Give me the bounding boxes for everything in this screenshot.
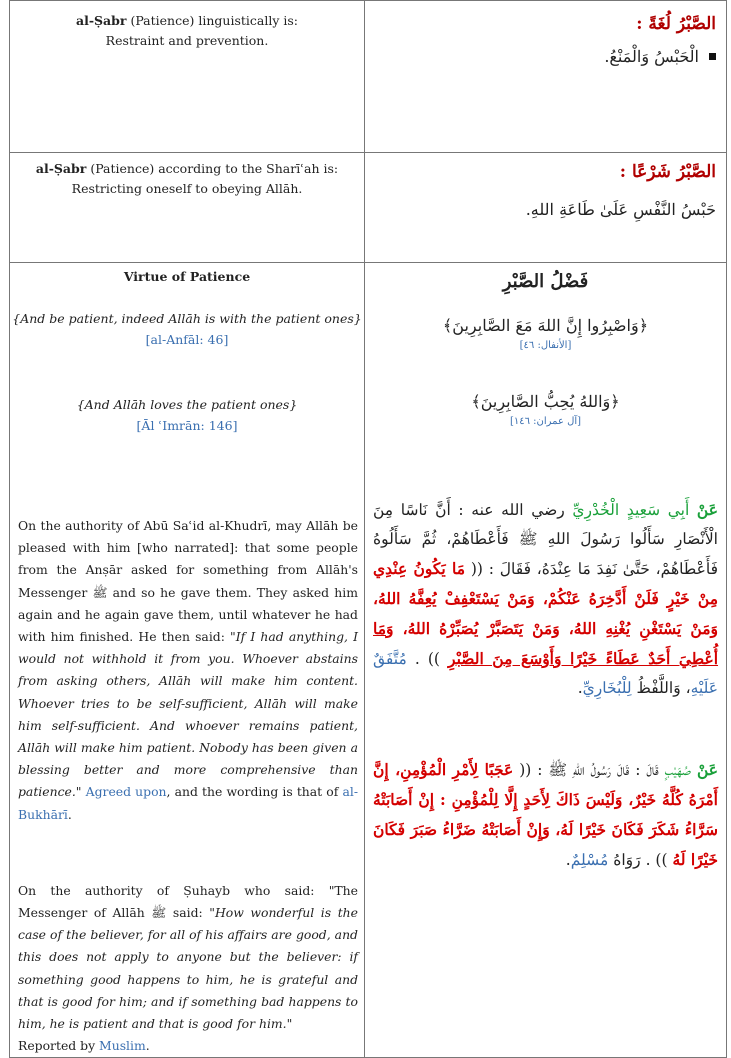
- def-intro-sharia: (Patience) according to the Sharīʿah is:: [86, 161, 339, 176]
- hadith-1-ar-intro: رضي الله عنه : أَنَّ نَاسًا مِنَ الْأَنْصَارِ سَأَلُوا رَسُولَ اللهِ ﷺ فَأَعْطَاهُمْ، ثُمَّ سَأَلُوهُ فَأَعْطَاهُمْ، حَتَّىٰ نَفِدَ مَا عِنْدَهُ، فَقَالَ : ((: [373, 501, 718, 578]
- hadith-1-ar-patience: وَمَا أُعْطِيَ أَحَدٌ عَطَاءً خَيْرًا وَأَوْسَعَ مِنَ الصَّبْرِ: [373, 619, 719, 668]
- ar-section-title: فَضْلُ الصَّبْرِ: [502, 271, 589, 292]
- verse-2-ref-en: [Āl ʿImrān: 146]: [136, 418, 238, 433]
- hadith-1-period: .: [67, 806, 72, 822]
- en-cell-virtue: [10, 263, 365, 1058]
- ar-title-linguistic: الصَّبْرُ لُغَةً :: [636, 14, 716, 34]
- ar-bullet-item: [365, 39, 726, 66]
- hadith-1-close: ": [75, 784, 86, 800]
- ar-def-text: الْحَبْسُ وَالْمَنْعُ.: [604, 47, 699, 66]
- row-linguistic: [10, 1, 727, 153]
- def-intro: (Patience) linguistically is:: [126, 13, 298, 28]
- section-heading: Virtue of Patience: [123, 269, 251, 284]
- bukhari-link: al-Bukhārī: [18, 784, 359, 822]
- wording-ar: ، وَاللَّفْظُ: [631, 679, 691, 697]
- hadith-2-ar-quote: عَجَبًا لِأَمْرِ الْمُؤْمِنِ، إِنَّ أَمْرَهُ كُلَّهُ خَيْرٌ، وَلَيْسَ ذَاكَ لِأَحَدٍ إِلَّا لِلْمُؤْمِنِ : إِنْ أَصَابَتْهُ سَرَّاءُ شَكَرَ فَكَانَ خَيْرًا لَهُ، وَإِنْ أَصَابَتْهُ ضَرَّاءُ صَبَرَ فَكَانَ خَيْرًا لَهُ: [373, 760, 718, 869]
- ar-cell-virtue: [365, 263, 727, 1058]
- hadith-2-close: ": [286, 1016, 293, 1032]
- square-bullet-icon: [709, 53, 716, 60]
- en-cell-sharia: [10, 153, 365, 263]
- en-cell-linguistic: [10, 1, 365, 153]
- def-text: Restraint and prevention.: [105, 33, 269, 48]
- muslim-link: Muslim: [99, 1038, 146, 1054]
- an-word-1: عَنْ: [696, 500, 718, 519]
- row-virtue: [10, 263, 727, 1058]
- term-sabr: al-Ṣabr: [75, 13, 127, 28]
- hadith-2-ar-period: .: [565, 851, 571, 869]
- bilingual-table: [9, 0, 727, 1058]
- verse-2-ref-ar: [آل عمران: ١٤٦]: [509, 416, 582, 427]
- hadith-1-wording: , and the wording is that of: [166, 784, 343, 800]
- verse-2-ar: ﴿وَاللهُ يُحِبُّ الصَّابِرِينَ﴾: [471, 392, 620, 411]
- verse-1-ref-ar: [الأنفال: ٤٦]: [519, 340, 572, 351]
- def-text-sharia: Restricting oneself to obeying Allāh.: [71, 181, 303, 196]
- hadith-1-en: [10, 515, 364, 826]
- verse-2-en: {And Allāh loves the patient ones}: [76, 397, 298, 412]
- hadith-1-intro: On the authority of Abū Saʿid al-Khudrī, may Allāh be pleased with him [who narrated]: that some people from the Anṣār asked for something from Allāh's Messenger ﷺ and so he gave them. They asked him again and he again gave them, until whatever he had with him finished. He then said: ": [18, 518, 358, 645]
- hadith-2-intro: On the authority of Ṣuhayb who said: "The Messenger of Allāh ﷺ said: ": [18, 882, 358, 921]
- narrator-2-ar: صُهَيْبٍ: [664, 761, 692, 779]
- muslim-ar: مُسْلِمٌ: [570, 851, 609, 869]
- hadith-2-quote: How wonderful is the case of the believer, for all of his affairs are good, and this does not apply to anyone but the believer: if something good happens to him, he is grateful and that is good for him; and if something bad happens to him, he is patient and that is good for him.: [18, 905, 358, 1032]
- ar-cell-sharia: [365, 153, 727, 263]
- hadith-2-ar-intro: قَالَ : قَالَ رَسُولُ اللهِ ﷺ : ((: [513, 761, 665, 779]
- agreed-upon-link: Agreed upon: [85, 784, 167, 800]
- ar-cell-linguistic: [365, 1, 727, 153]
- verse-1-ar: ﴿وَاصْبِرُوا إِنَّ اللهَ مَعَ الصَّابِرِينَ﴾: [442, 316, 649, 335]
- agreed-upon-ar: مُتَّفَقٌ عَلَيْهِ: [373, 650, 718, 697]
- hadith-2-ar: [365, 755, 726, 875]
- verse-1-en: {And be patient, indeed Allāh is with the patient ones}: [12, 311, 362, 326]
- row-sharia: [10, 153, 727, 263]
- hadith-1-ar-close: )) .: [406, 650, 449, 668]
- reported-by: Reported by: [18, 1038, 100, 1054]
- ar-title-sharia: الصَّبْرُ شَرْعًا :: [619, 162, 716, 182]
- hadith-1-ar: [365, 495, 726, 703]
- verse-1-ref-en: [al-Anfāl: 46]: [145, 332, 229, 347]
- term-sabr-sharia: al-Ṣabr: [35, 161, 87, 176]
- hadith-2-ar-close: )) . رَوَاهُ: [608, 851, 673, 869]
- hadith-2-en: [10, 880, 364, 1058]
- hadith-2-period: .: [145, 1038, 150, 1054]
- ar-def-sharia: حَبْسُ النَّفْسِ عَلَىٰ طَاعَةِ اللهِ.: [525, 200, 716, 219]
- an-word-2: عَنْ: [696, 760, 719, 779]
- narrator-1-ar: أَبِي سَعِيدٍ الْخُدْرِيِّ: [572, 501, 690, 519]
- bukhari-ar: لِلْبُخَارِيِّ: [582, 679, 632, 697]
- hadith-1-ar-period: .: [577, 679, 583, 697]
- hadith-1-ar-quote: مَا يَكُونُ عِنْدِي مِنْ خَيْرٍ فَلَنْ أَدَّخِرَهُ عَنْكُمْ، وَمَنْ يَسْتَعْفِفْ يُعِفَّهُ اللهُ، وَمَنْ يَسْتَغْنِ يُغْنِهِ اللهُ، وَمَنْ يَتَصَبَّرْ يُصَبِّرْهُ اللهُ،: [373, 559, 718, 638]
- hadith-1-quote: If I had anything, I would not withhold it from you. Whoever abstains from asking others, Allāh will make him content. Whoever tries to be self-sufficient, Allāh will make him self-sufficient. And whoever remains patient, Allāh will make him patient. Nobody has been given a blessing better and more comprehensive than patience.: [18, 629, 358, 800]
